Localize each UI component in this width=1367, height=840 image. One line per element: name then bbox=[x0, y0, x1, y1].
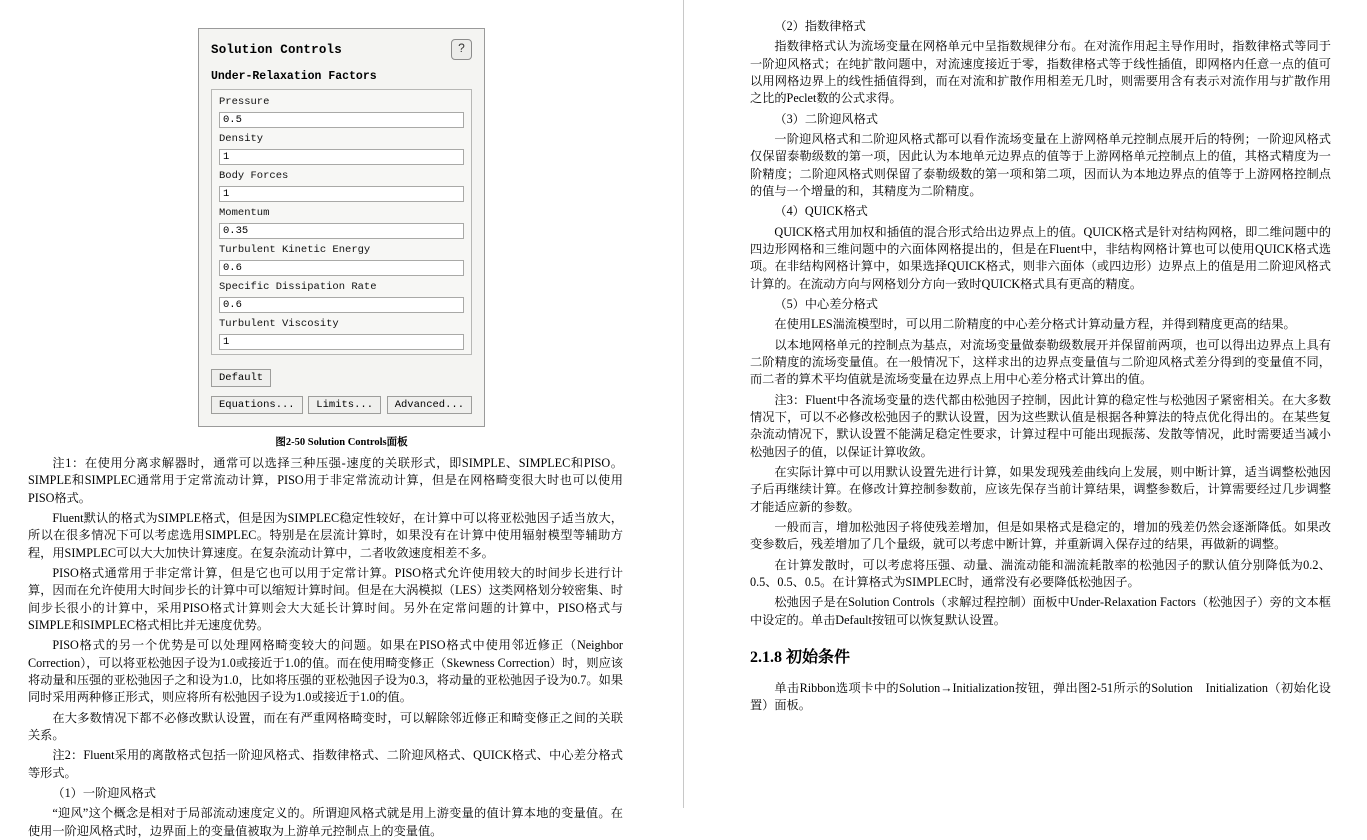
panel-header bbox=[211, 39, 472, 60]
left-body-text bbox=[0, 449, 683, 840]
field-label-density: Density bbox=[219, 133, 264, 145]
paragraph: 在使用LES湍流模型时，可以用二阶精度的中心差分格式计算动量方程，并得到精度更高的结果。 bbox=[774, 317, 1296, 332]
sub-heading: （5）中心差分格式 bbox=[774, 296, 878, 311]
field-label-momentum: Momentum bbox=[219, 207, 270, 219]
paragraph: “迎风”这个概念是相对于局部流动速度定义的。所谓迎风格式就是用上游变量的值计算本地的变量值。在使用一阶迎风格式时，边界面上的变量值被取为上游单元控制点上的变量值。 bbox=[28, 806, 623, 838]
sub-heading: （1）一阶迎风格式 bbox=[52, 785, 156, 800]
input-momentum[interactable] bbox=[219, 223, 464, 239]
input-turbulent-viscosity[interactable] bbox=[219, 334, 464, 350]
paragraph: PISO格式通常用于非定常计算，但是它也可以用于定常计算。PISO格式允许使用较大的时间步长进行计算，因而在允许使用大时间步长的计算中可以缩短计算时间。但是在大涡模拟（LES）这类网格划分较密集、时间步长很小的计算中，采用PISO格式计算则会大大延长计算时间。另外在定常问题的计算中，PISO格式与SIMPLE和SIMPLEC格式相比并无速度优势。 bbox=[28, 565, 623, 632]
field-momentum bbox=[219, 207, 464, 239]
field-label-turbulent-kinetic-energy: Turbulent Kinetic Energy bbox=[219, 244, 371, 256]
paragraph: 指数律格式认为流场变量在网格单元中呈指数规律分布。在对流作用起主导作用时，指数律格式等同于一阶迎风格式；在纯扩散问题中，对流速度接近于零，指数律格式等于线性插值，即网格内任意一点的值可以用网格边界上的线性插值得到，而在对流和扩散作用相差无几时，则需要用含有表示对流作用与扩散作用之比的Peclet数的公式求得。 bbox=[750, 39, 1331, 106]
solution-controls-figure bbox=[198, 28, 485, 449]
sub-heading: （3）二阶迎风格式 bbox=[774, 111, 878, 126]
limits-button[interactable]: Limits... bbox=[308, 396, 381, 414]
input-specific-dissipation-rate[interactable] bbox=[219, 297, 464, 313]
paragraph: QUICK格式用加权和插值的混合形式给出边界点上的值。QUICK格式是针对结构网格，即二维问题中的四边形网格和三维问题中的六面体网格提出的，但是在Fluent中，非结构网格计算也可以使用QUICK格式选项。在非结构网格计算中，如果选择QUICK格式，则非六面体（或四边形）边界点上的值是用二阶迎风格式计算的。在流动方向与网格划分方向一致时QUICK格式具有更高的精度。 bbox=[750, 224, 1331, 291]
paragraph: 在大多数情况下都不必修改默认设置，而在有严重网格畸变时，可以解除邻近修正和畸变修正之间的关联关系。 bbox=[28, 710, 623, 742]
input-body-forces[interactable] bbox=[219, 186, 464, 202]
input-turbulent-kinetic-energy[interactable] bbox=[219, 260, 464, 276]
panel-buttons-row-2 bbox=[211, 396, 472, 414]
default-button[interactable]: Default bbox=[211, 369, 271, 387]
field-label-pressure: Pressure bbox=[219, 96, 270, 108]
paragraph: 单击Ribbon选项卡中的Solution→Initialization按钮，弹出图2-51所示的Solution Initialization（初始化设置）面板。 bbox=[750, 680, 1331, 712]
paragraph: 注1：在使用分离求解器时，通常可以选择三种压强-速度的关联形式，即SIMPLE、SIMPLEC和PISO。SIMPLE和SIMPLEC通常用于定常流动计算，PISO用于非定常流动计算，但是在网格畸变很大时也可以使用PISO格式。 bbox=[28, 456, 623, 505]
help-icon[interactable]: ? bbox=[451, 39, 472, 60]
right-body-text bbox=[684, 0, 1367, 714]
field-label-body-forces: Body Forces bbox=[219, 170, 289, 182]
field-specific-dissipation-rate bbox=[219, 281, 464, 313]
input-density[interactable] bbox=[219, 149, 464, 165]
advanced-button[interactable]: Advanced... bbox=[387, 396, 472, 414]
paragraph: 一阶迎风格式和二阶迎风格式都可以看作流场变量在上游网格单元控制点展开后的特例；一阶迎风格式仅保留泰勒级数的第一项，因此认为本地单元边界点的值等于上游网格单元控制点上的值，其格式精度为一阶精度；二阶迎风格式则保留了泰勒级数的第一项和第二项，因而认为本地边界点的值等于上游网格控制点的值与一个增量的和，其精度为二阶精度。 bbox=[750, 131, 1331, 198]
sub-heading: （4）QUICK格式 bbox=[774, 204, 868, 219]
sub-heading: （2）指数律格式 bbox=[774, 19, 866, 33]
paragraph: 注2：Fluent采用的离散格式包括一阶迎风格式、指数律格式、二阶迎风格式、QUICK格式、中心差分格式等形式。 bbox=[28, 748, 623, 780]
paragraph: 注3：Fluent中各流场变量的迭代都由松弛因子控制，因此计算的稳定性与松弛因子紧密相关。在大多数情况下，可以不必修改松弛因子的默认设置，因为这些默认值是根据各种算法的特点优化得出的。在某些复杂流动情况下，默认设置不能满足稳定性要求，计算过程中可能出现振荡、发散等情况，此时需要适当减小松弛因子的值，以保证计算收敛。 bbox=[750, 392, 1331, 459]
paragraph: 以本地网格单元的控制点为基点，对流场变量做泰勒级数展开并保留前两项，也可以得出边界点上具有二阶精度的流场变量值。在一般情况下，这样求出的边界点变量值与二阶迎风格式差分得到的变量值不同，而二者的算术平均值就是流场变量在边界点上用中心差分格式计算出的值。 bbox=[750, 337, 1331, 387]
section-heading: 2.1.8 初始条件 bbox=[750, 648, 851, 666]
panel-title: Solution Controls bbox=[211, 42, 342, 57]
figure-caption: 图2-50 Solution Controls面板 bbox=[275, 437, 408, 448]
left-page bbox=[0, 0, 683, 838]
panel-buttons bbox=[211, 367, 472, 414]
paragraph: Fluent默认的格式为SIMPLE格式，但是因为SIMPLEC稳定性较好，在计算中可以将亚松弛因子适当放大，所以在很多情况下可以考虑选用SIMPLEC。特别是在层流计算时，如果没有在计算中使用辐射模型等辅助方程，用SIMPLEC可以大大加快计算速度。在复杂流动计算中，二者收敛速度相差不多。 bbox=[28, 510, 623, 560]
right-page bbox=[684, 0, 1367, 808]
field-pressure bbox=[219, 96, 464, 128]
field-body-forces bbox=[219, 170, 464, 202]
input-pressure[interactable] bbox=[219, 112, 464, 128]
equations-button[interactable]: Equations... bbox=[211, 396, 303, 414]
paragraph: 一般而言，增加松弛因子将使残差增加，但是如果格式是稳定的，增加的残差仍然会逐渐降低。如果改变参数后，残差增加了几个量级，就可以考虑中断计算，并重新调入保存过的结果，再做新的调整。 bbox=[750, 519, 1331, 552]
under-relaxation-factors-label: Under-Relaxation Factors bbox=[211, 70, 377, 83]
field-label-turbulent-viscosity: Turbulent Viscosity bbox=[219, 318, 339, 330]
paragraph: PISO格式的另一个优势是可以处理网格畸变较大的问题。如果在PISO格式中使用邻近修正（Neighbor Correction），可以将亚松弛因子设为1.0或接近于1.0的值。而在使用畸变修正（Skewness Correction）时，则应该将动量和压强的亚松弛因子之和设为1.0，比如将压强的亚松弛因子设为0.3，将动量的亚松弛因子设为0.7。如果同时采用两种修正形式，则应将所有松弛因子设为1.0或接近于1.0的值。 bbox=[28, 638, 623, 705]
field-label-specific-dissipation-rate: Specific Dissipation Rate bbox=[219, 281, 377, 293]
field-density bbox=[219, 133, 464, 165]
field-turbulent-viscosity bbox=[219, 318, 464, 350]
paragraph: 在实际计算中可以用默认设置先进行计算，如果发现残差曲线向上发展，则中断计算，适当调整松弛因子后再继续计算。在修改计算控制参数前，应该先保存当前计算结果，调整参数后，计算需要经过几步调整才能适应新的参数。 bbox=[750, 464, 1331, 514]
field-turbulent-kinetic-energy bbox=[219, 244, 464, 276]
paragraph: 在计算发散时，可以考虑将压强、动量、湍流动能和湍流耗散率的松弛因子的默认值分别降低为0.2、0.5、0.5、0.5。在计算格式为SIMPLEC时，通常没有必要降低松弛因子。 bbox=[750, 557, 1331, 589]
under-relaxation-fields bbox=[211, 89, 472, 355]
solution-controls-panel bbox=[198, 28, 485, 427]
paragraph: 松弛因子是在Solution Controls（求解过程控制）面板中Under-Relaxation Factors（松弛因子）旁的文本框中设定的。单击Default按钮可以恢复默认设置。 bbox=[750, 595, 1331, 627]
